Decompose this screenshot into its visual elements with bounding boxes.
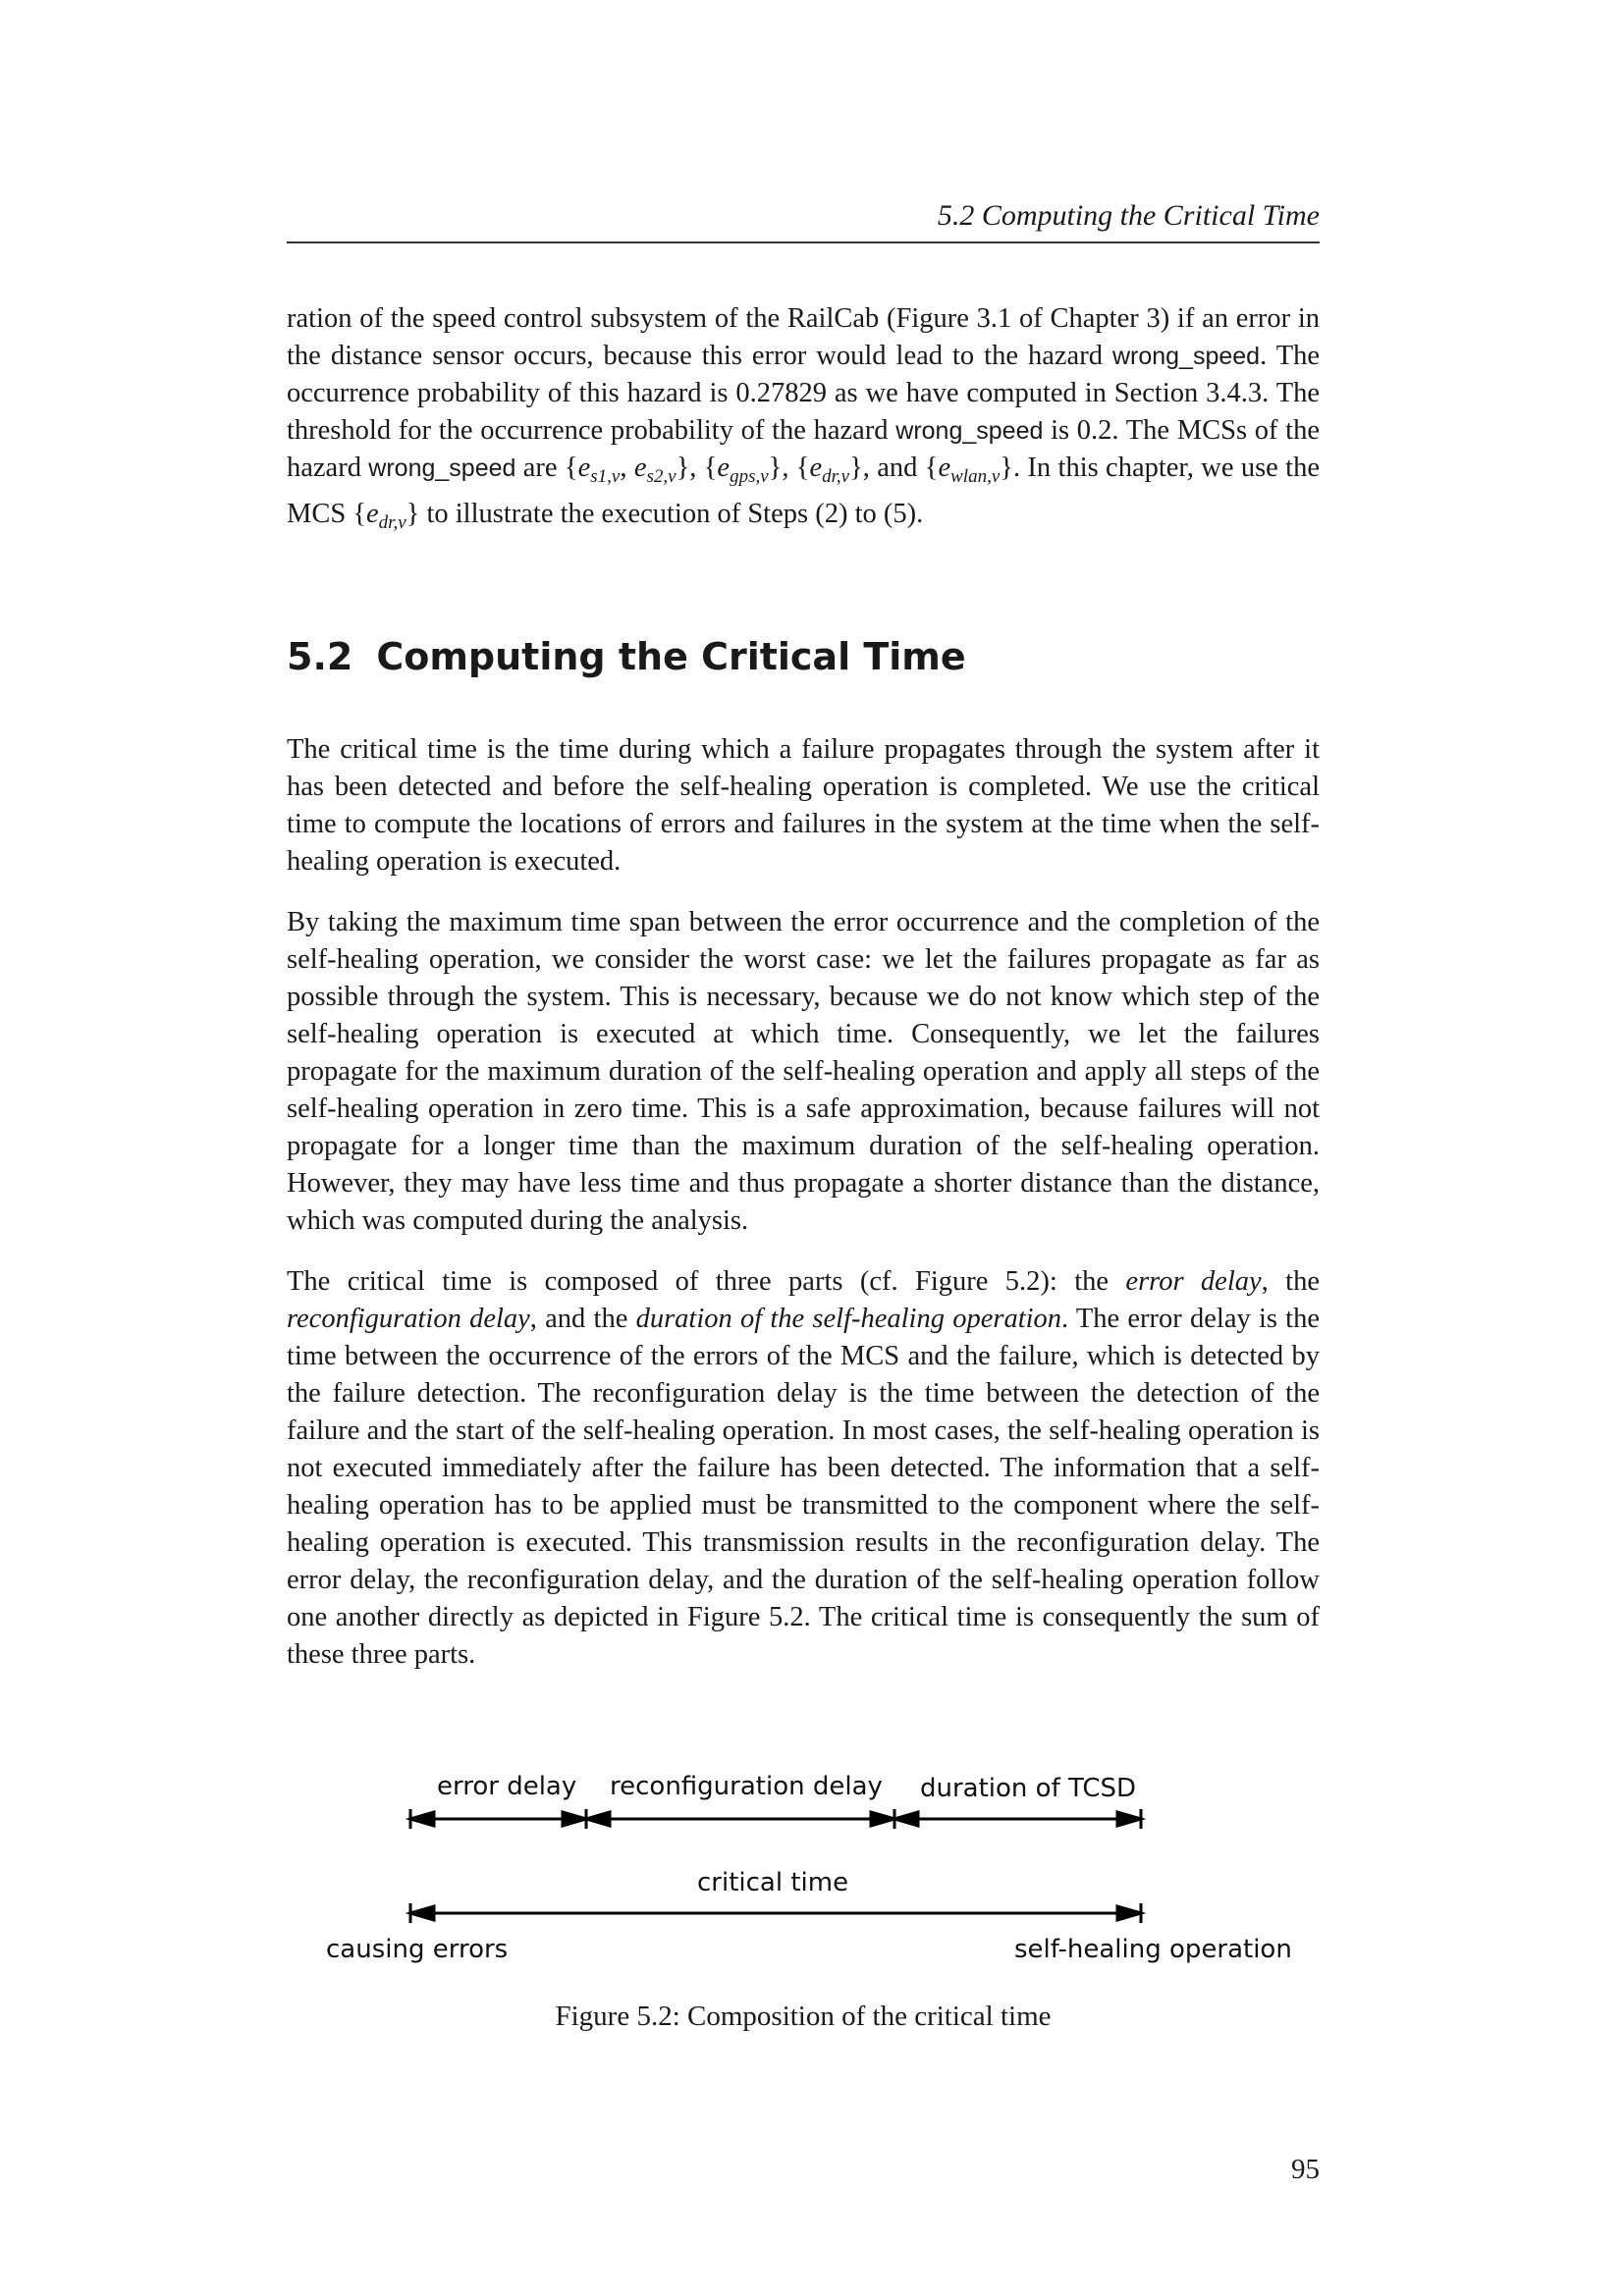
critical-time-diagram [287,1767,1320,1978]
paragraph-3-text-c: , and the [529,1304,636,1334]
arrowhead-right [1117,1906,1141,1920]
math-symbol: e [717,453,731,483]
math-subscript: dr,v [378,512,406,533]
paragraph-3 [287,1263,1320,1674]
term-duration-self-healing: duration of the self-healing operation [635,1304,1062,1334]
label-self-healing-operation: self-healing operation [1014,1935,1292,1964]
label-causing-errors: causing errors [326,1935,509,1964]
math-symbol: e [577,453,591,483]
paragraph-3-text-a: The critical time is composed of three parts (cf. Figure 5.2): the [287,1266,1126,1297]
math-symbol: e [809,453,823,483]
intro-text-6: to illustrate the execution of Steps (2) to (5). [419,499,924,529]
section-body [287,731,1320,1674]
paragraph-1: The critical time is the time during which a failure propagates through the system after it has been detected and before the self-healing operation is completed. We use the critical time to compute the locations of errors and failures in the system at the time when the self-healing operation is executed. [287,734,1320,877]
math-symbol: e [938,453,951,483]
term-error-delay: error delay [1125,1266,1262,1297]
intro-text-5: . In this chapter, we use the MCS [287,453,1320,529]
running-header: 5.2 Computing the Critical Time [937,199,1320,232]
label-critical-time: critical time [697,1868,849,1897]
intro-text-3: is 0.2. The MCSs of the hazard [287,415,1320,483]
arrowhead-left [410,1812,434,1826]
header-rule [287,241,1320,243]
section-title: Computing the Critical Time [376,635,966,678]
label-duration: duration of TCSD [920,1774,1137,1803]
math-subscript: s1,v [590,466,621,487]
page-number: 95 [1291,2154,1320,2185]
term-reconfiguration-delay: reconfiguration delay [287,1304,530,1334]
arrowhead-left [894,1812,918,1826]
math-subscript: wlan,v [950,466,1001,487]
math-symbol: e [366,499,379,529]
section-heading [287,633,966,680]
figure-caption: Figure 5.2: Composition of the critical time [555,2001,1052,2032]
and-word: and [877,453,918,483]
arrowhead-right [1117,1812,1141,1826]
hazard-name: wrong_speed [1111,343,1261,370]
label-error-delay: error delay [437,1772,577,1801]
arrowhead-left [586,1812,610,1826]
arrowhead-left [410,1906,434,1920]
intro-text-1: ration of the speed control subsystem of the RailCab (Figure 3.1 of Chapter 3) if an error in the distance sensor occurs, because this error would lead to the hazard [287,303,1320,371]
math-subscript: gps,v [730,466,769,487]
hazard-name: wrong_speed [368,454,516,482]
math-subscript: dr,v [822,466,850,487]
section-number: 5.2 [287,635,353,678]
intro-text-4: are [515,453,565,483]
paragraph-3-text-b: , the [1261,1266,1320,1297]
intro-text-2: . The occurrence probability of this hazard is 0.27829 as we have computed in Section 3.4.3. The threshold for the occurrence probability of the hazard [287,341,1321,446]
label-reconfiguration-delay: reconfiguration delay [610,1772,883,1801]
math-symbol: e [633,453,647,483]
intro-paragraph: ration of the speed control subsystem of the RailCab (Figure 3.1 of Chapter 3) if an error in the distance sensor occurs, because this error would lead to the hazard wrong_speed. The occurrence probability of this hazard is 0.27829 as we have computed in Section 3.4.3. The threshold for the occurrence probability of the hazard wrong_speed is 0.2. The MCSs of the hazard wrong_speed are {$e_{s1,v}$, $e_{s2,v}$}, $\{e_{gps,v}\}$, $\{e_{dr,v}\}$, and $\{e_{wlan,v}\}$. In this chapter, we use the MCS $\{e_{dr,v}\}$ to illustrate the execution of Steps (2) to (5). [287,303,1321,533]
math-subscript: s2,v [646,466,677,487]
paragraph-2: By taking the maximum time span between the error occurrence and the completion of the self-healing operation, we consider the worst case: we let the failures propagate as far as possible through the system. This is necessary, because we do not know which step of the self-healing operation is executed at which time. Consequently, we let the failures propagate for the maximum duration of the self-healing operation and apply all steps of the self-healing operation in zero time. This is a safe approximation, because failures will not propagate for a longer time than the maximum duration of the self-healing operation. However, they may have less time and thus propagate a shorter distance than the distance, which was computed during the analysis. [287,907,1320,1236]
hazard-name: wrong_speed [895,417,1044,445]
paragraph-3-text-d: . The error delay is the time between the occurrence of the errors of the MCS and the failure, which is detected by the failure detection. The reconfiguration delay is the time between the detection of the failure and the start of the self-healing operation. In most cases, the self-healing operation is not executed immediately after the failure has been detected. The information that a self-healing operation has to be applied must be transmitted to the component where the self-healing operation is executed. This transmission results in the reconfiguration delay. The error delay, the reconfiguration delay, and the duration of the self-healing operation follow one another directly as depicted in Figure 5.2. The critical time is consequently the sum of these three parts. [287,1304,1320,1670]
